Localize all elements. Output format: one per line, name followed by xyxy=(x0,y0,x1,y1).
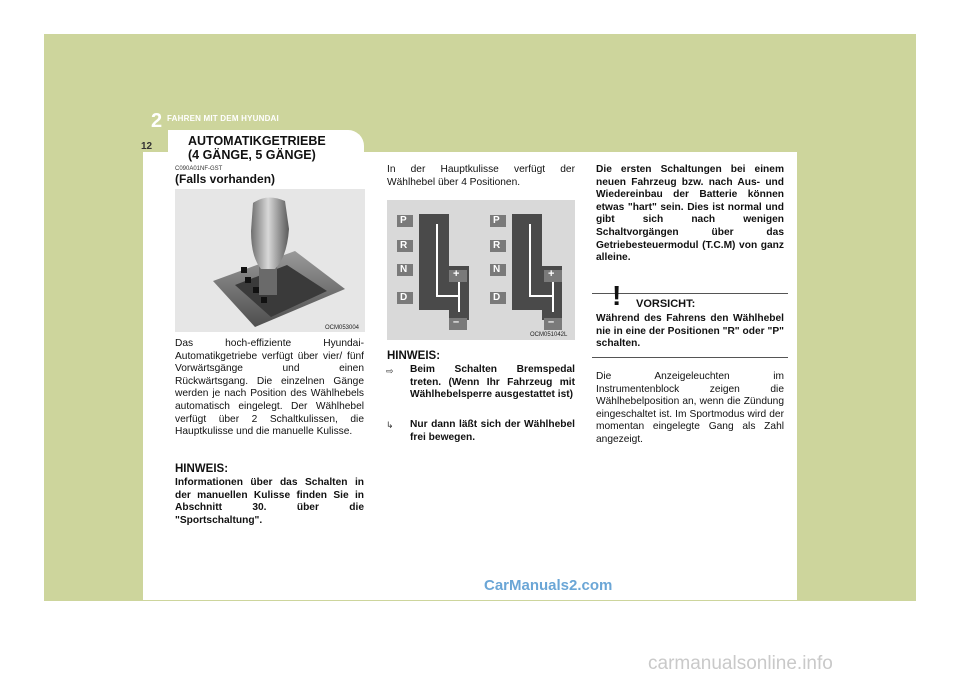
shifter-illustration xyxy=(175,189,365,332)
warning-symbol-icon: ! xyxy=(612,280,622,311)
gate-diagram-image xyxy=(387,200,575,340)
section-subheading: (Falls vorhanden) xyxy=(175,172,276,186)
arrow-right-icon: ⇨ xyxy=(386,366,394,376)
warning-text: Während des Fahrens den Wählhebel nie in eine der Positionen "R" oder "P" schalten. xyxy=(596,313,784,350)
col2-note-heading: HINWEIS: xyxy=(387,350,441,362)
col2-note-item2: Nur dann läßt sich der Wählhebel frei bewegen. xyxy=(410,419,575,443)
page-number: 12 xyxy=(141,141,153,152)
gate-plus-right: + xyxy=(548,268,555,280)
watermark-carmanuals2: CarManuals2.com xyxy=(484,577,613,594)
gate-letter-n-left: N xyxy=(400,264,408,275)
col1-note-heading: HINWEIS: xyxy=(175,463,229,475)
gate-letter-r-right: R xyxy=(493,240,501,251)
section-title xyxy=(188,134,326,162)
chapter-title: FAHREN MIT DEM HYUNDAI xyxy=(167,114,279,123)
col1-note-text: Informationen über das Schalten in der manuellen Kulisse finden Sie in Abschnitt 30. über die "Sportschaltung". xyxy=(175,477,364,526)
gate-plus-left: + xyxy=(453,268,460,280)
gate-minus-left: – xyxy=(453,316,460,328)
col3-bold-paragraph: Die ersten Schaltungen bei einem neuen Fahrzeug bzw. nach Aus- und Wiedereinbau der Batterie können etwas "hart" sein. Dies ist normal und gibt sich nach wenigen Schaltvorgängen über das Getriebesteuermodul (T.C.M) von ganz alleine. xyxy=(596,164,784,264)
gate-letter-p-left: P xyxy=(400,215,407,226)
gate-letter-d-left: D xyxy=(400,292,408,303)
section-title-line1: AUTOMATIKGETRIEBE xyxy=(188,134,326,148)
col1-paragraph: Das hoch-effiziente Hyundai-Automatikgetriebe verfügt über vier/ fünf Vorwärtsgänge und einen Rückwärtsgang. Die einzelnen Gänge werden je nach Position des Wählhebels automatisch eingelegt. Der Wählhebel verfügt über 2 Schaltkulissen, die Hauptkulisse und die manuelle Kulisse. xyxy=(175,338,364,438)
arrow-return-icon: ↳ xyxy=(386,420,394,430)
col3-paragraph: Die Anzeigeleuchten im Instrumentenblock zeigen die Wählhebelposition an, wenn die Zündung eingeschaltet ist. Im Sportmodus wird der momentan eingelegte Gang als Zahl angezeigt. xyxy=(596,371,784,445)
gate-letter-p-right: P xyxy=(493,215,500,226)
col2-note-item1: Beim Schalten Bremspedal treten. (Wenn Ihr Fahrzeug mit Wählhebelsperre ausgestattet ist) xyxy=(410,364,575,401)
shifter-image xyxy=(175,189,365,332)
gate-letter-d-right: D xyxy=(493,292,501,303)
col2-intro: In der Hauptkulisse verfügt der Wählhebel über 4 Positionen. xyxy=(387,164,575,188)
gate-minus-right: – xyxy=(548,316,555,328)
gate-letter-n-right: N xyxy=(493,264,501,275)
gate-diagram xyxy=(387,200,575,340)
gate-letter-r-left: R xyxy=(400,240,408,251)
section-code: C090A01NF-GST xyxy=(175,166,223,172)
warning-heading: VORSICHT: xyxy=(636,298,696,310)
warning-box-bottom-rule xyxy=(592,357,788,358)
watermark-carmanualsonline: carmanualsonline.info xyxy=(648,653,833,674)
shifter-image-label: OCM053004 xyxy=(325,325,360,331)
section-title-line2: (4 GÄNGE, 5 GÄNGE) xyxy=(188,148,316,162)
gate-image-label: OCM051042L xyxy=(530,332,568,338)
chapter-number: 2 xyxy=(151,110,163,132)
